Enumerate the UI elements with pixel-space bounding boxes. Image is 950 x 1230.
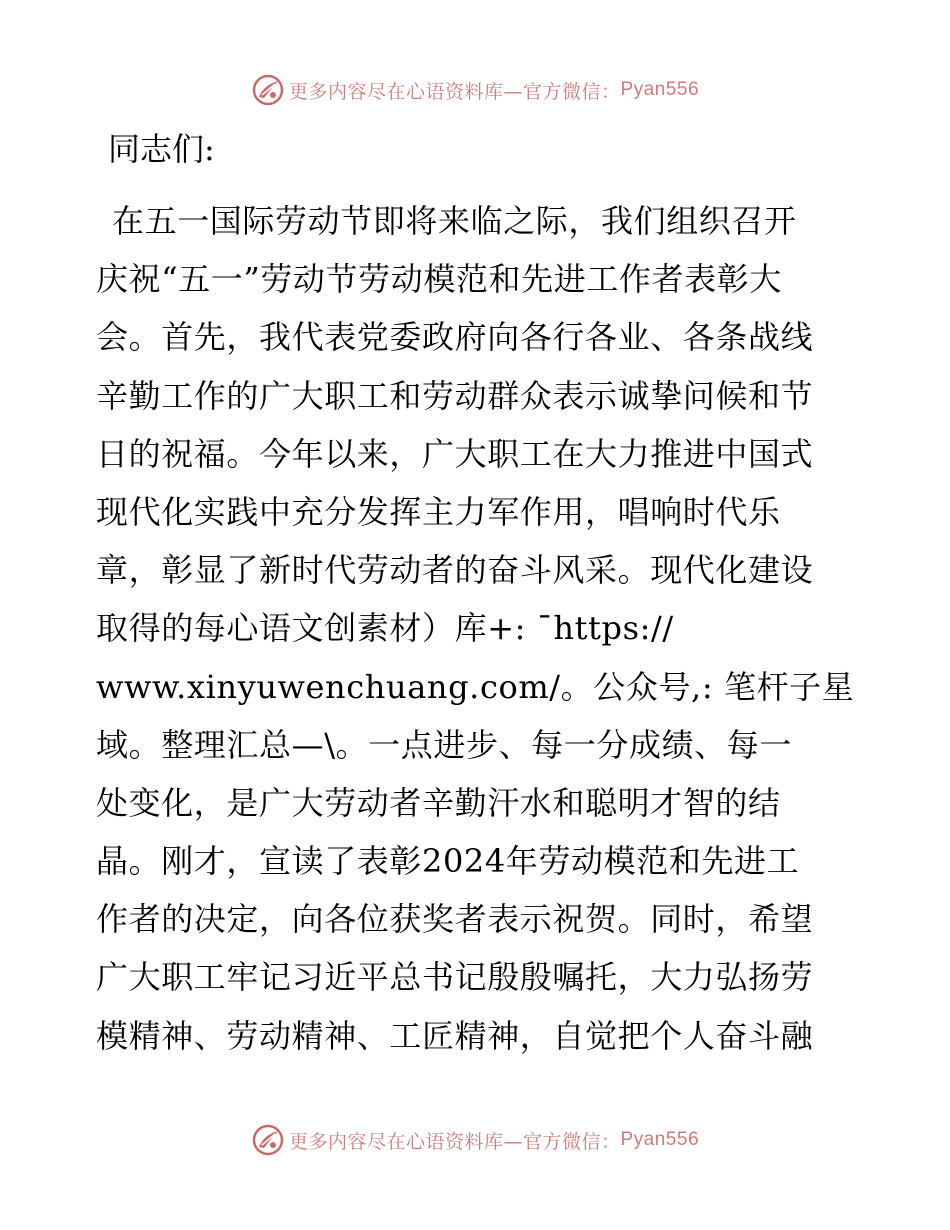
page-header: [0, 70, 950, 110]
text-line: 在五一国际劳动节即将来临之际，我们组织召开: [112, 202, 797, 240]
text-line: 取得的每心语文创素材）库+: ¯https://: [96, 609, 674, 648]
brand-logo-icon: [251, 73, 285, 107]
text-line: www.xinyuwenchuang.com/。公众号,: 笔杆子星: [96, 667, 855, 706]
text-line: 晶。刚才，宣读了表彰2024年劳动模范和先进工: [96, 842, 800, 881]
text-line: 处变化，是广大劳动者辛勤汗水和聪明才智的结: [96, 783, 781, 822]
text-line: 现代化实践中充分发挥主力军作用，唱响时代乐: [96, 492, 781, 531]
header-brand-text: 更多内容尽在心语资料库—官方微信：: [288, 80, 621, 103]
header-account: Pyan556: [620, 79, 700, 100]
header-brand[interactable]: [251, 70, 699, 110]
footer-brand-text: 更多内容尽在心语资料库—官方微信：: [288, 1130, 621, 1153]
footer-brand[interactable]: [251, 1120, 699, 1160]
text-line: 作者的决定，向各位获奖者表示祝贺。同时，希望: [96, 900, 814, 939]
footer-account: Pyan556: [620, 1129, 700, 1150]
text-line: 日的祝福。今年以来，广大职工在大力推进中国式: [96, 434, 814, 473]
text-line: 庆祝“五一”劳动节劳动模范和先进工作者表彰大: [96, 260, 782, 299]
salutation: 同志们:: [108, 130, 215, 168]
text-line: 广大职工牢记习近平总书记殷殷嘱托，大力弘扬劳: [96, 958, 814, 997]
text-line: 会。首先，我代表党委政府向各行各业、各条战线: [96, 318, 814, 357]
text-line: 章，彰显了新时代劳动者的奋斗风采。现代化建设: [96, 551, 814, 590]
page-footer: [0, 1120, 950, 1160]
brand-logo-icon: [251, 1123, 285, 1157]
body-text: [96, 192, 856, 1065]
text-line: 辛勤工作的广大职工和劳动群众表示诚挚问候和节: [96, 376, 814, 415]
text-line: 域。整理汇总—\。一点进步、每一分成绩、每一: [96, 725, 792, 764]
text-line: 模精神、劳动精神、工匠精神，自觉把个人奋斗融: [96, 1016, 814, 1055]
